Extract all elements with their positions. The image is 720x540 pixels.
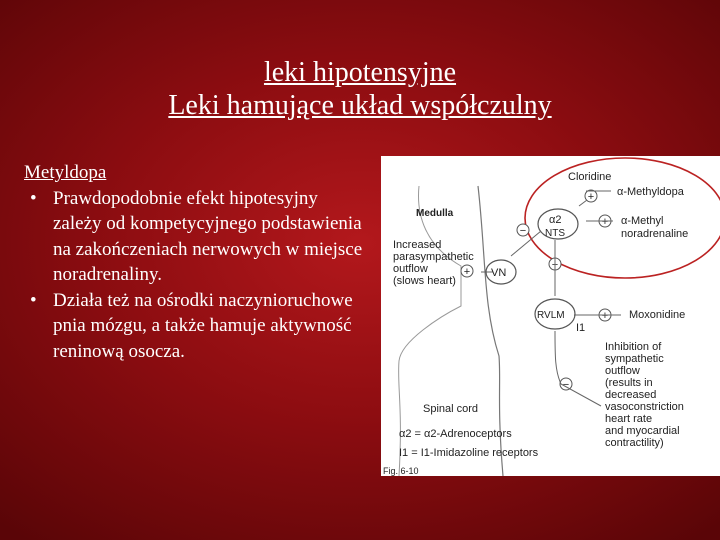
title-line-1: leki hipotensyjne — [263, 57, 457, 88]
bullet-item-2 — [24, 288, 364, 365]
mechanism-diagram — [381, 156, 720, 476]
bullet-icon: • — [30, 289, 37, 311]
clonidine-label: Cloridine — [568, 171, 612, 183]
nts-label: NTS — [545, 228, 565, 239]
para-line-3: outflow — [393, 263, 428, 275]
bullet-list — [24, 186, 364, 365]
svg-text:+: + — [587, 191, 595, 203]
drug-name: Metyldopa — [24, 162, 107, 183]
bullet-item-1 — [24, 186, 364, 288]
svg-text:−: − — [519, 225, 527, 237]
svg-text:+: + — [601, 310, 609, 322]
inh-line-2: sympathetic — [605, 353, 664, 365]
para-line-2: parasympathetic — [393, 251, 474, 263]
spinal-cord-label: Spinal cord — [423, 403, 479, 415]
inh-line-7: heart rate — [605, 413, 653, 425]
rvlm-label: RVLM — [537, 310, 565, 321]
bullet-text-1: Prawdopodobnie efekt hipotesyjny zależy od kompetycyjnego podstawienia na zakończeniach nerwowych w miejsce noradrenaliny. — [53, 187, 363, 285]
inh-line-1: Inhibition of — [605, 341, 662, 353]
sign-markers — [461, 190, 611, 391]
inh-line-9: contractility) — [605, 437, 664, 449]
bullet-icon: • — [30, 187, 37, 209]
inhibition-text — [605, 341, 684, 449]
title-line-2: Leki hamujące układ współczulny — [168, 90, 552, 121]
figure-number: Fig. 6-10 — [383, 466, 419, 476]
inh-line-4: (results in — [605, 377, 653, 389]
methyldopa-label: α-Methyldopa — [617, 186, 684, 198]
inh-line-6: vasoconstriction — [605, 401, 684, 413]
inh-line-3: outflow — [605, 365, 640, 377]
methyl-label-2: noradrenaline — [621, 228, 689, 240]
bullet-text-2: Działa też na ośrodki naczynioruchowe pnia mózgu, a także hamuje aktywność reninową osocza. — [53, 289, 353, 362]
vn-label: VN — [491, 267, 507, 279]
inh-line-5: decreased — [605, 389, 657, 401]
svg-text:+: + — [463, 266, 471, 278]
methyl-label-1: α-Methyl — [621, 215, 664, 227]
para-line-4: (slows heart) — [393, 275, 456, 287]
i1-label: I1 — [576, 322, 586, 334]
legend-alpha2: α2 = α2-Adrenoceptors — [399, 428, 512, 440]
medulla-label: Medulla — [416, 208, 454, 219]
mechanism-figure — [381, 156, 720, 476]
parasympathetic-text — [393, 239, 474, 287]
alpha2-label: α2 — [549, 214, 562, 226]
moxonidine-label: Moxonidine — [629, 309, 686, 321]
svg-text:−: − — [562, 379, 570, 391]
legend-i1: I1 = I1-Imidazoline receptors — [399, 447, 539, 459]
svg-text:+: + — [601, 216, 609, 228]
svg-text:+: + — [551, 259, 559, 271]
inh-line-8: and myocardial — [605, 425, 680, 437]
para-line-1: Increased — [393, 239, 442, 251]
slide-content — [24, 160, 364, 364]
slide-title — [0, 56, 720, 122]
